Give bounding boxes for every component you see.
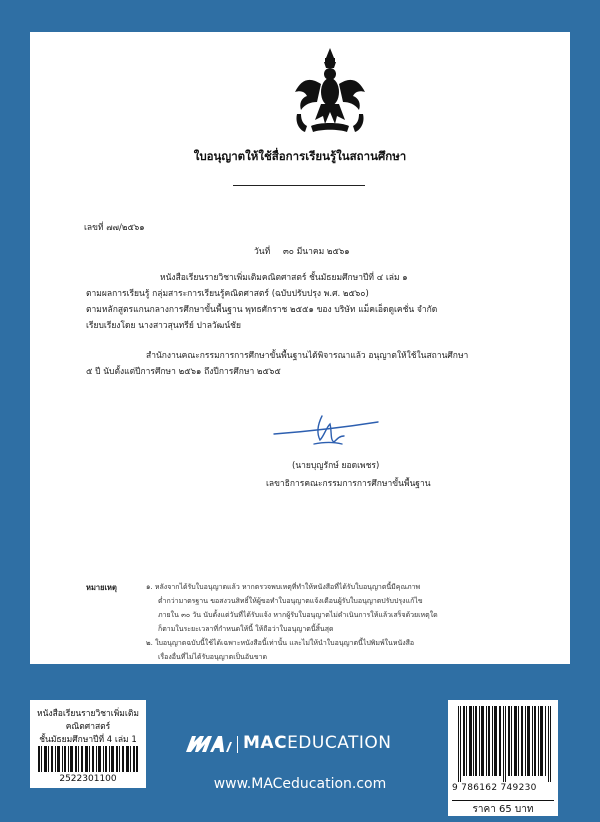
date-value: ๓๐ มีนาคม ๒๕๖๑ <box>283 247 350 257</box>
note-line: เรื่องอื่นที่ไม่ได้รับอนุญาตเป็นอันขาด <box>158 653 268 661</box>
isbn-number: 9 786162 749230 <box>452 783 537 793</box>
brand-logo <box>186 732 416 756</box>
brand-name <box>243 733 392 753</box>
note-line: ก็ตามในระยะเวลาที่กำหนดให้นี้ ให้ถือว่าใบอนุญาตนี้สิ้นสุด <box>158 625 334 633</box>
book-label-box <box>30 700 146 788</box>
garuda-emblem-icon <box>291 46 369 140</box>
license-title: ใบอนุญาตให้ใช้สื่อการเรียนรู้ในสถานศึกษา <box>193 149 407 163</box>
label-barcode-number: 2522301100 <box>59 774 117 784</box>
brand-name-bold: MAC <box>243 733 288 753</box>
approval-line: ๕ ปี นับตั้งแต่ปีการศึกษา ๒๕๖๑ ถึงปีการศึกษา ๒๕๖๕ <box>86 367 281 377</box>
signature <box>270 410 382 450</box>
book-label-line: หนังสือเรียนรายวิชาเพิ่มเติม <box>37 709 139 719</box>
signer-title: เลขาธิการคณะกรรมการการศึกษาขั้นพื้นฐาน <box>266 479 431 489</box>
date-label: วันที่ <box>254 247 271 257</box>
body-line: หนังสือเรียนรายวิชาเพิ่มเติมคณิตศาสตร์ ชั้นมัธยมศึกษาปีที่ ๔ เล่ม ๑ <box>160 273 408 283</box>
license-number: เลขที่ ๗๗/๒๕๖๑ <box>84 223 145 233</box>
note-label: หมายเหตุ <box>86 583 117 592</box>
body-line: ตามผลการเรียนรู้ กลุ่มสาระการเรียนรู้คณิตศาสตร์ (ฉบับปรับปรุง พ.ศ. ๒๕๖๐) <box>86 289 369 299</box>
isbn-barcode <box>458 706 552 782</box>
signer-name: (นายบุญรักษ์ ยอดเพชร) <box>292 461 380 471</box>
label-barcode <box>38 746 138 772</box>
title-underline <box>233 185 365 186</box>
body-line: ตามหลักสูตรแกนกลางการศึกษาขั้นพื้นฐาน พุทธศักราช ๒๕๕๑ ของ บริษัท แม็คเอ็ดดูเคชั่น จำกัด <box>86 305 438 315</box>
isbn-box <box>448 700 558 816</box>
note-line: ต่ำกว่ามาตรฐาน ขอสงวนสิทธิ์ให้ผู้ขอทำใบอนุญาตแจ้งเตือนผู้รับใบอนุญาตปรับปรุงแก้ไข <box>158 597 423 605</box>
note-line: ภายใน ๓๐ วัน นับตั้งแต่วันที่ได้รับแจ้ง หากผู้รับใบอนุญาตไม่ดำเนินการให้แล้วเสร็จด้วยเหตุใด <box>158 611 438 619</box>
website-url: www.MACeducation.com <box>213 776 387 792</box>
book-label-line: ชั้นมัธยมศึกษาปีที่ 4 เล่ม 1 <box>39 735 137 745</box>
logo-divider <box>237 736 238 753</box>
note-line: ๒. ใบอนุญาตฉบับนี้ใช้ได้เฉพาะหนังสือนี้เท่านั้น และไม่ให้นำใบอนุญาตนี้ไปพิมพ์ในหนังสือ <box>146 639 415 647</box>
mac-logo-icon <box>186 736 232 752</box>
body-line: เรียบเรียงโดย นางสาวสุนทรีย์ ปาลวัฒน์ชัย <box>86 321 241 331</box>
brand-name-rest: EDUCATION <box>287 733 392 753</box>
license-document <box>30 32 570 664</box>
approval-line: สำนักงานคณะกรรมการการศึกษาขั้นพื้นฐานได้พิจารณาแล้ว อนุญาตให้ใช้ในสถานศึกษา <box>146 351 469 361</box>
book-label-line: คณิตศาสตร์ <box>65 722 111 732</box>
price-label: ราคา 65 บาท <box>452 800 554 817</box>
note-line: ๑. หลังจากได้รับใบอนุญาตแล้ว หากตรวจพบเหตุที่ทำให้หนังสือที่ได้รับใบอนุญาตนี้มีคุณภาพ <box>146 583 421 591</box>
